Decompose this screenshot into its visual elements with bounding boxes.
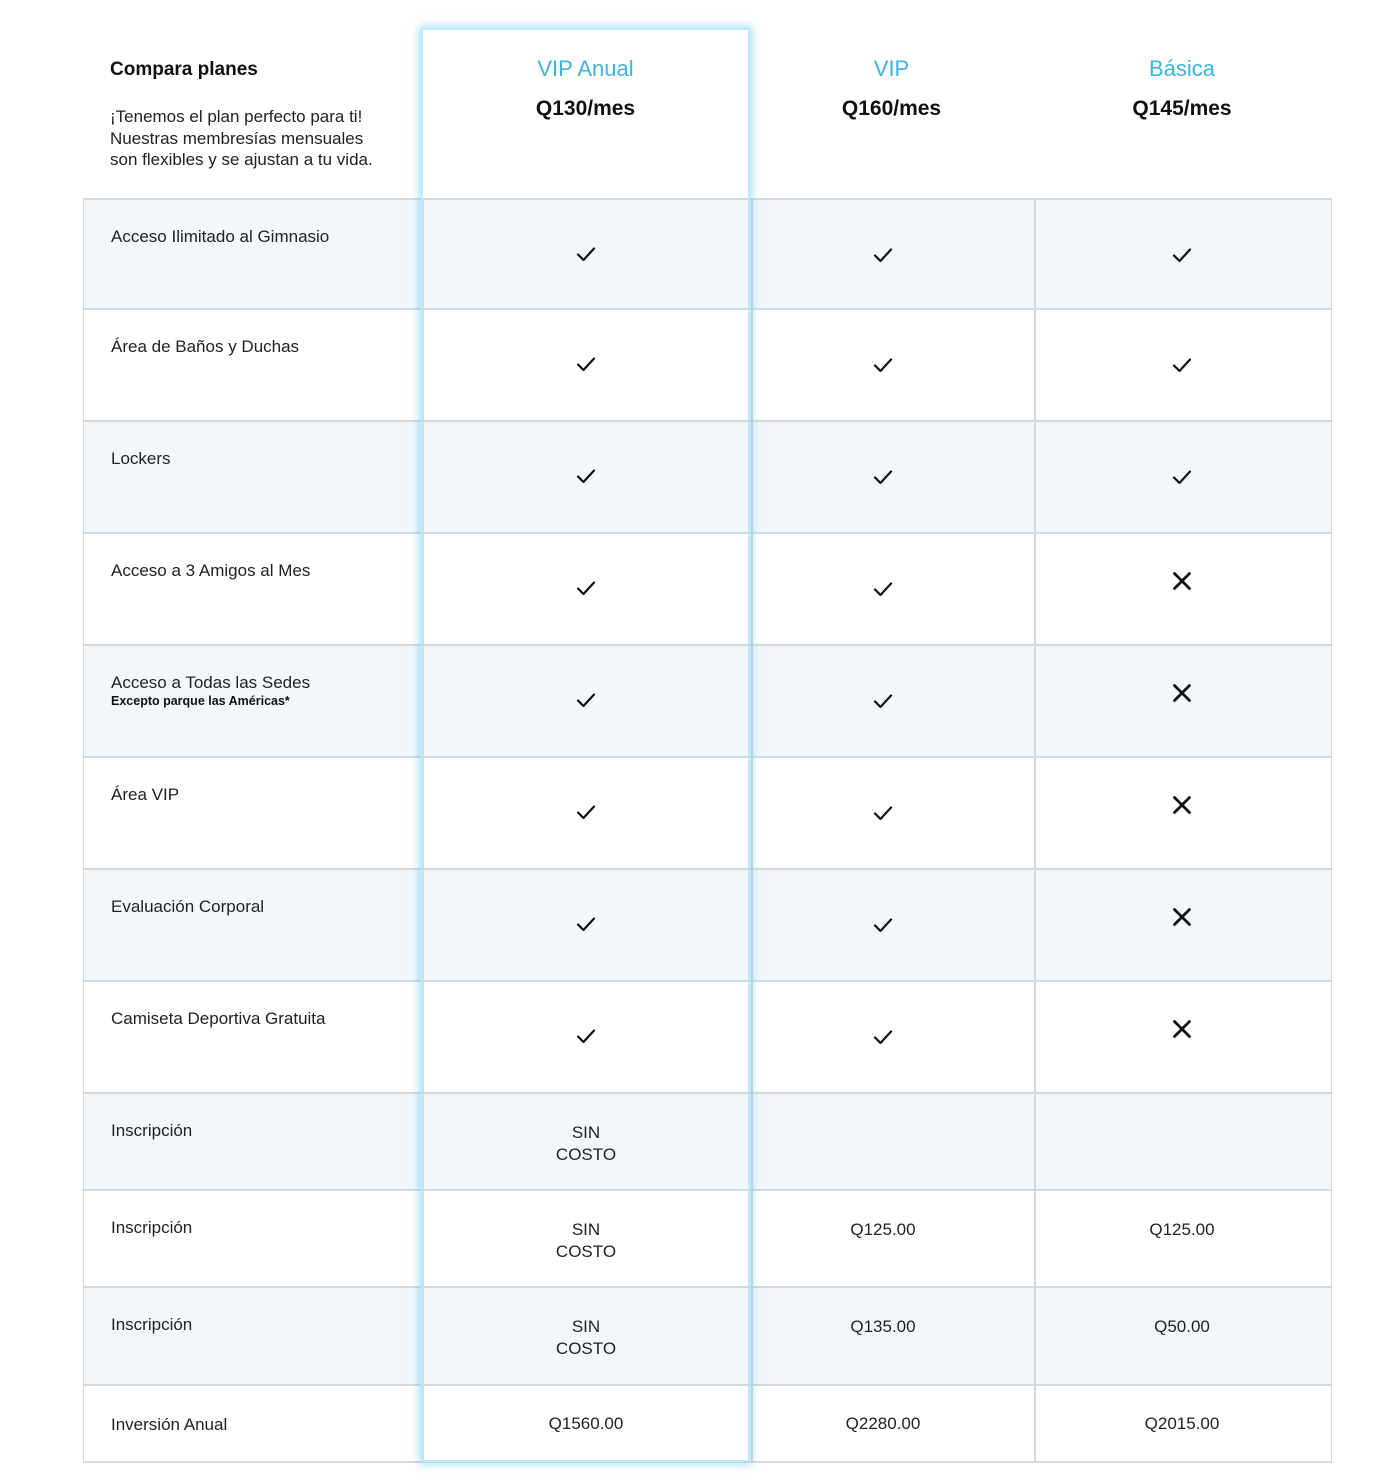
table-row bbox=[83, 646, 1332, 758]
price-cell-line: Q50.00 bbox=[1154, 1317, 1210, 1336]
column-divider bbox=[422, 870, 424, 980]
price-cell bbox=[1102, 1413, 1262, 1435]
table-row bbox=[83, 1386, 1332, 1463]
check-icon bbox=[576, 580, 596, 601]
column-divider bbox=[751, 646, 753, 756]
price-cell-line: COSTO bbox=[555, 1339, 617, 1358]
price-cell-line: Q125.00 bbox=[1149, 1220, 1215, 1239]
column-divider bbox=[422, 1191, 424, 1286]
price-cell bbox=[506, 1413, 666, 1435]
column-divider bbox=[1034, 870, 1036, 980]
price-cell-line: SIN bbox=[571, 1123, 601, 1142]
row-label bbox=[111, 1217, 192, 1238]
column-divider bbox=[751, 870, 753, 980]
price-cell-line: Q135.00 bbox=[850, 1317, 916, 1336]
row-label bbox=[111, 1120, 192, 1141]
intro-text bbox=[110, 106, 410, 171]
table-row bbox=[83, 1288, 1332, 1386]
row-label-text: Inscripción bbox=[111, 1218, 193, 1237]
check-icon bbox=[576, 246, 596, 267]
row-label-text: Área de Baños y Duchas bbox=[111, 337, 300, 356]
row-label bbox=[111, 336, 299, 357]
column-divider bbox=[422, 200, 424, 308]
column-divider bbox=[1034, 1094, 1036, 1189]
column-divider bbox=[422, 982, 424, 1092]
row-label-text: Inversión Anual bbox=[111, 1415, 228, 1434]
check-icon bbox=[1172, 357, 1192, 378]
column-divider bbox=[1034, 422, 1036, 532]
section-title: Compara planes bbox=[110, 59, 258, 80]
price-cell-line: SIN bbox=[571, 1220, 601, 1239]
column-divider bbox=[1034, 1288, 1036, 1384]
cross-icon bbox=[1172, 795, 1192, 820]
column-divider bbox=[751, 200, 753, 308]
intro-text-line: ¡Tenemos el plan perfecto para ti! bbox=[110, 107, 363, 126]
row-label bbox=[111, 784, 179, 805]
column-divider bbox=[751, 1094, 753, 1189]
column-divider bbox=[1034, 982, 1036, 1092]
check-icon bbox=[873, 581, 893, 602]
column-divider bbox=[1034, 1191, 1036, 1286]
row-label-text: Evaluación Corporal bbox=[111, 897, 265, 916]
column-divider bbox=[1034, 310, 1036, 420]
check-icon bbox=[873, 469, 893, 490]
table-row bbox=[83, 1191, 1332, 1288]
check-icon bbox=[873, 693, 893, 714]
price-cell-line: Q2280.00 bbox=[845, 1414, 921, 1433]
plan-name: VIP Anual bbox=[537, 56, 634, 81]
column-divider bbox=[751, 1288, 753, 1384]
column-divider bbox=[422, 758, 424, 868]
column-divider bbox=[751, 1386, 753, 1461]
table-row bbox=[83, 534, 1332, 646]
row-label-text: Acceso a 3 Amigos al Mes bbox=[111, 561, 311, 580]
plan-name: VIP bbox=[873, 56, 910, 81]
row-label bbox=[111, 672, 310, 709]
check-icon bbox=[576, 804, 596, 825]
price-cell-line: COSTO bbox=[555, 1242, 617, 1261]
column-divider bbox=[422, 646, 424, 756]
column-divider bbox=[1034, 758, 1036, 868]
table-row bbox=[83, 1094, 1332, 1191]
cross-icon bbox=[1172, 683, 1192, 708]
check-icon bbox=[576, 356, 596, 377]
price-cell-line: Q1560.00 bbox=[548, 1414, 624, 1433]
cross-icon bbox=[1172, 1019, 1192, 1044]
check-icon bbox=[1172, 247, 1192, 268]
table-row bbox=[83, 870, 1332, 982]
plan-price: Q160/mes bbox=[841, 97, 942, 120]
check-icon bbox=[873, 357, 893, 378]
price-cell bbox=[1102, 1316, 1262, 1338]
column-divider bbox=[1034, 534, 1036, 644]
row-label bbox=[111, 448, 171, 469]
row-label bbox=[111, 560, 310, 581]
cross-icon bbox=[1172, 571, 1192, 596]
column-divider bbox=[422, 310, 424, 420]
row-label bbox=[111, 1314, 192, 1335]
row-label bbox=[111, 1008, 325, 1029]
row-label bbox=[111, 1414, 227, 1435]
column-divider bbox=[751, 982, 753, 1092]
plan-header-vip-anual bbox=[423, 56, 748, 122]
row-label-text: Inscripción bbox=[111, 1315, 193, 1334]
column-divider bbox=[1034, 646, 1036, 756]
price-cell bbox=[506, 1122, 666, 1166]
price-cell-line: COSTO bbox=[555, 1145, 617, 1164]
price-cell bbox=[803, 1413, 963, 1435]
check-icon bbox=[576, 1028, 596, 1049]
table-row bbox=[83, 310, 1332, 422]
row-label bbox=[111, 896, 264, 917]
price-cell-line: SIN bbox=[571, 1317, 601, 1336]
row-label bbox=[111, 226, 329, 247]
row-label-text: Acceso Ilimitado al Gimnasio bbox=[111, 227, 330, 246]
table-row bbox=[83, 758, 1332, 870]
column-divider bbox=[422, 1094, 424, 1189]
price-cell bbox=[506, 1219, 666, 1263]
column-divider bbox=[422, 1386, 424, 1461]
check-icon bbox=[576, 468, 596, 489]
table-row bbox=[83, 422, 1332, 534]
price-cell bbox=[803, 1316, 963, 1338]
row-label-text: Camiseta Deportiva Gratuita bbox=[111, 1009, 326, 1028]
plan-header-vip bbox=[750, 56, 1033, 122]
price-cell bbox=[803, 1219, 963, 1241]
intro-text-line: Nuestras membresías mensuales bbox=[110, 128, 364, 148]
check-icon bbox=[873, 1029, 893, 1050]
column-divider bbox=[751, 310, 753, 420]
check-icon bbox=[873, 917, 893, 938]
row-label-text: Inscripción bbox=[111, 1121, 193, 1140]
price-cell-line: Q125.00 bbox=[850, 1220, 916, 1239]
row-label-text: Lockers bbox=[111, 449, 171, 468]
row-label-note: Excepto parque las Américas* bbox=[111, 694, 290, 708]
check-icon bbox=[576, 916, 596, 937]
column-divider bbox=[751, 758, 753, 868]
plan-name: Básica bbox=[1148, 56, 1216, 81]
plan-header-basica bbox=[1033, 56, 1331, 122]
check-icon bbox=[873, 247, 893, 268]
column-divider bbox=[1034, 200, 1036, 308]
check-icon bbox=[1172, 469, 1192, 490]
plan-price: Q145/mes bbox=[1132, 97, 1232, 120]
check-icon bbox=[576, 692, 596, 713]
price-cell bbox=[506, 1316, 666, 1360]
column-divider bbox=[751, 1191, 753, 1286]
price-cell-line: Q2015.00 bbox=[1144, 1414, 1220, 1433]
check-icon bbox=[873, 805, 893, 826]
column-divider bbox=[422, 534, 424, 644]
row-label-text: Área VIP bbox=[111, 785, 180, 804]
row-label-text: Acceso a Todas las Sedes bbox=[111, 673, 311, 692]
intro-text-line: son flexibles y se ajustan a tu vida. bbox=[110, 150, 373, 169]
intro-block bbox=[110, 58, 410, 171]
column-divider bbox=[1034, 1386, 1036, 1461]
plan-price: Q130/mes bbox=[535, 97, 636, 120]
column-divider bbox=[751, 534, 753, 644]
table-row bbox=[83, 982, 1332, 1094]
table-row bbox=[83, 198, 1332, 310]
column-divider bbox=[751, 422, 753, 532]
price-cell bbox=[1102, 1219, 1262, 1241]
cross-icon bbox=[1172, 907, 1192, 932]
column-divider bbox=[422, 422, 424, 532]
column-divider bbox=[422, 1288, 424, 1384]
